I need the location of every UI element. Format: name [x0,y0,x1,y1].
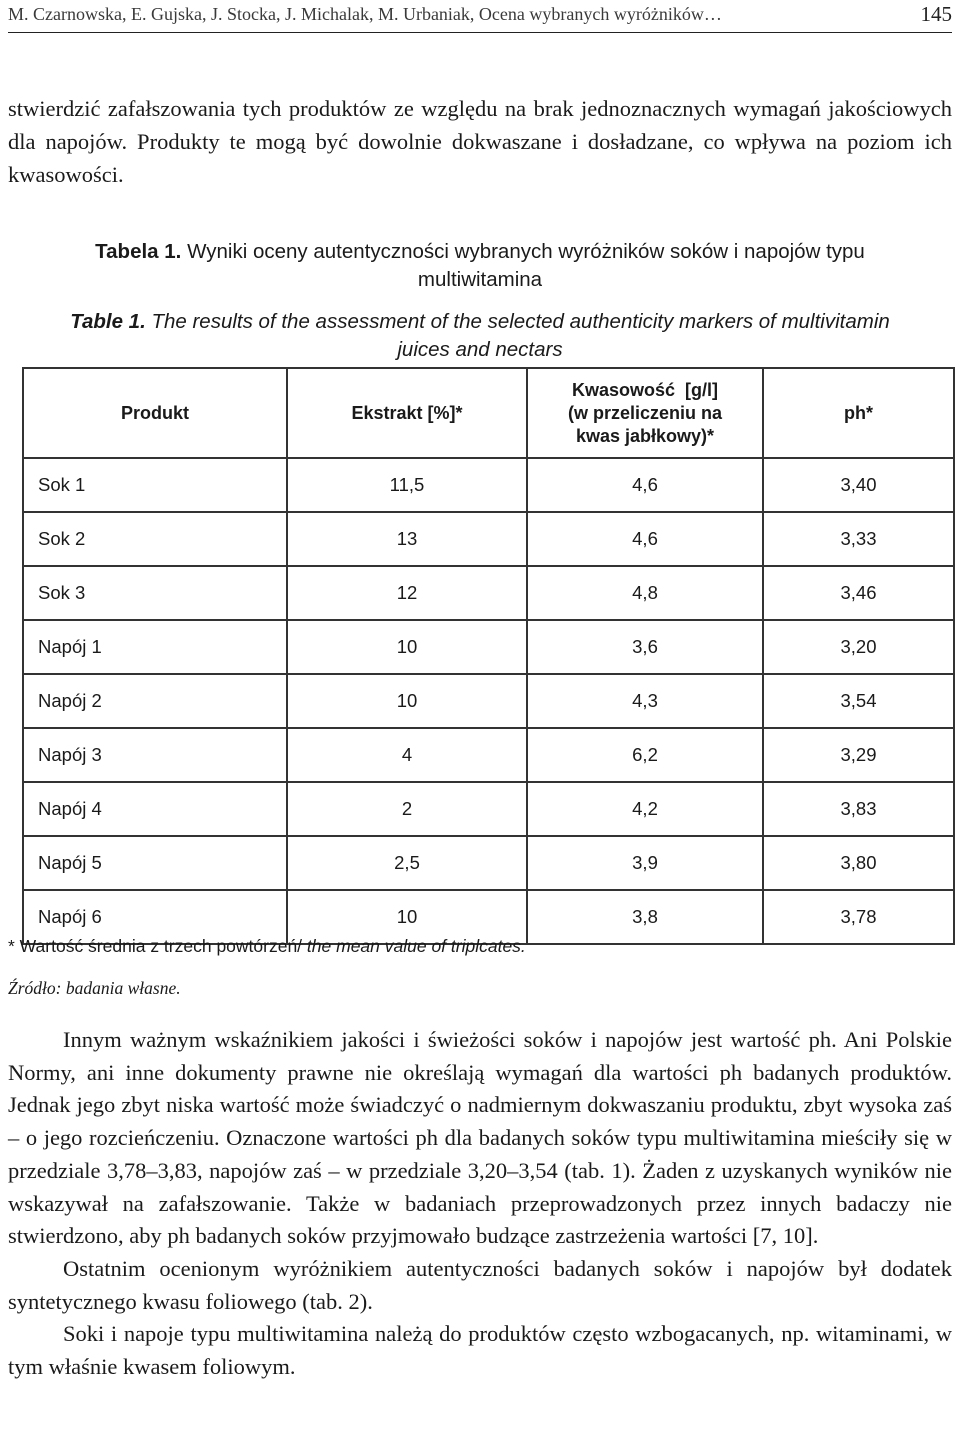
cell-extract: 10 [287,674,527,728]
table-footnote-text-en: the mean value of triplcates. [306,936,526,956]
cell-acidity: 6,2 [527,728,763,782]
header-acidity-line-3: kwas jabłkowy)* [575,425,715,446]
table-source: Źródło: badania własne. [8,978,181,998]
cell-ph: 3,54 [763,674,954,728]
table-row [23,512,954,566]
cell-ph: 3,83 [763,782,954,836]
header-ph: ph* [763,368,954,458]
table-caption-pl [60,238,900,294]
page-number: 145 [920,2,952,26]
table-caption-en-text: The results of the assessment of the selected authenticity markers of multivitamin juices and nectars [145,310,890,361]
table-row [23,782,954,836]
header-product: Produkt [23,368,287,458]
header-extract: Ekstrakt [%]* [287,368,527,458]
cell-acidity: 4,6 [527,512,763,566]
cell-extract: 12 [287,566,527,620]
running-header-authors: M. Czarnowska, E. Gujska, J. Stocka, J. Michalak, M. Urbaniak, Ocena wybranych wyróżników… [8,4,722,24]
table-caption-en-label: Table 1. [70,310,146,333]
paragraph: Ostatnim ocenionym wyróżnikiem autentyczności badanych soków i napojów był dodatek syntetycznego kwasu foliowego (tab. 2). [8,1255,952,1314]
cell-acidity: 4,3 [527,674,763,728]
header-acidity-line-2: (w przeliczeniu na [567,402,723,423]
cell-extract: 4 [287,728,527,782]
table-row [23,728,954,782]
table-row [23,836,954,890]
header-acidity-line-1: Kwasowość [g/l] [571,379,719,400]
cell-acidity: 4,2 [527,782,763,836]
paragraph: Innym ważnym wskaźnikiem jakości i świeżości soków i napojów jest wartość ph. Ani Polskie Normy, ani inne dokumenty prawne nie określają wymagań dla wartości ph badanych produktów. Jednak jego zbyt niska wartość może świadczyć o nadmiernym dokwaszaniu produktu, zbyt wysoka zaś – o jego rozcieńczeniu. Oznaczone wartości ph dla badanych soków typu multiwitamina mieściły się w przedziale 3,78–3,83, napojów zaś – w przedziale 3,20–3,54 (tab. 1). Żaden z uzyskanych wyników nie wskazywał na zafałszowanie. Także w badaniach przeprowadzonych przez innych badaczy nie stwierdzono, aby ph badanych soków przyjmowało budzące zastrzeżenia wartości [7, 10]. [8,1027,952,1249]
cell-acidity: 4,8 [527,566,763,620]
table-caption-en [60,308,900,364]
cell-ph: 3,29 [763,728,954,782]
cell-acidity: 3,9 [527,836,763,890]
paragraph-top: stwierdzić zafałszowania tych produktów ze względu na brak jednoznacznych wymagań jakościowych dla napojów. Produkty te mogą być dowolnie dokwaszane i dosładzane, co wpływa na poziom ich kwasowości. [8,96,952,187]
table-row [23,566,954,620]
cell-product: Sok 2 [23,512,287,566]
table-footnote-text: * Wartość średnia z trzech powtórzeń/ [8,936,307,956]
cell-extract: 10 [287,620,527,674]
cell-extract: 11,5 [287,458,527,512]
cell-acidity: 4,6 [527,458,763,512]
running-header [8,2,952,33]
cell-ph: 3,78 [763,890,954,944]
cell-product: Sok 1 [23,458,287,512]
cell-product: Napój 1 [23,620,287,674]
cell-acidity: 3,6 [527,620,763,674]
cell-product: Napój 5 [23,836,287,890]
body-text [8,1024,952,1384]
cell-ph: 3,40 [763,458,954,512]
cell-ph: 3,33 [763,512,954,566]
cell-ph: 3,20 [763,620,954,674]
cell-product: Napój 4 [23,782,287,836]
cell-product: Napój 6 [23,890,287,944]
table-footnote [8,936,526,957]
cell-product: Sok 3 [23,566,287,620]
cell-ph: 3,80 [763,836,954,890]
cell-product: Napój 2 [23,674,287,728]
cell-extract: 10 [287,890,527,944]
cell-acidity: 3,8 [527,890,763,944]
header-acidity [527,368,763,458]
table-row [23,620,954,674]
cell-ph: 3,46 [763,566,954,620]
table-caption-pl-label: Tabela 1. [95,240,182,263]
table-row [23,458,954,512]
cell-extract: 2,5 [287,836,527,890]
table-caption-pl-text: Wyniki oceny autentyczności wybranych wyróżników soków i napojów typu multiwitamina [181,240,865,291]
cell-extract: 2 [287,782,527,836]
table-row [23,674,954,728]
cell-product: Napój 3 [23,728,287,782]
table-header-row [23,368,954,458]
cell-extract: 13 [287,512,527,566]
results-table [22,367,953,927]
paragraph: Soki i napoje typu multiwitamina należą do produktów często wzbogacanych, np. witaminami, w tym właśnie kwasem foliowym. [8,1321,952,1380]
